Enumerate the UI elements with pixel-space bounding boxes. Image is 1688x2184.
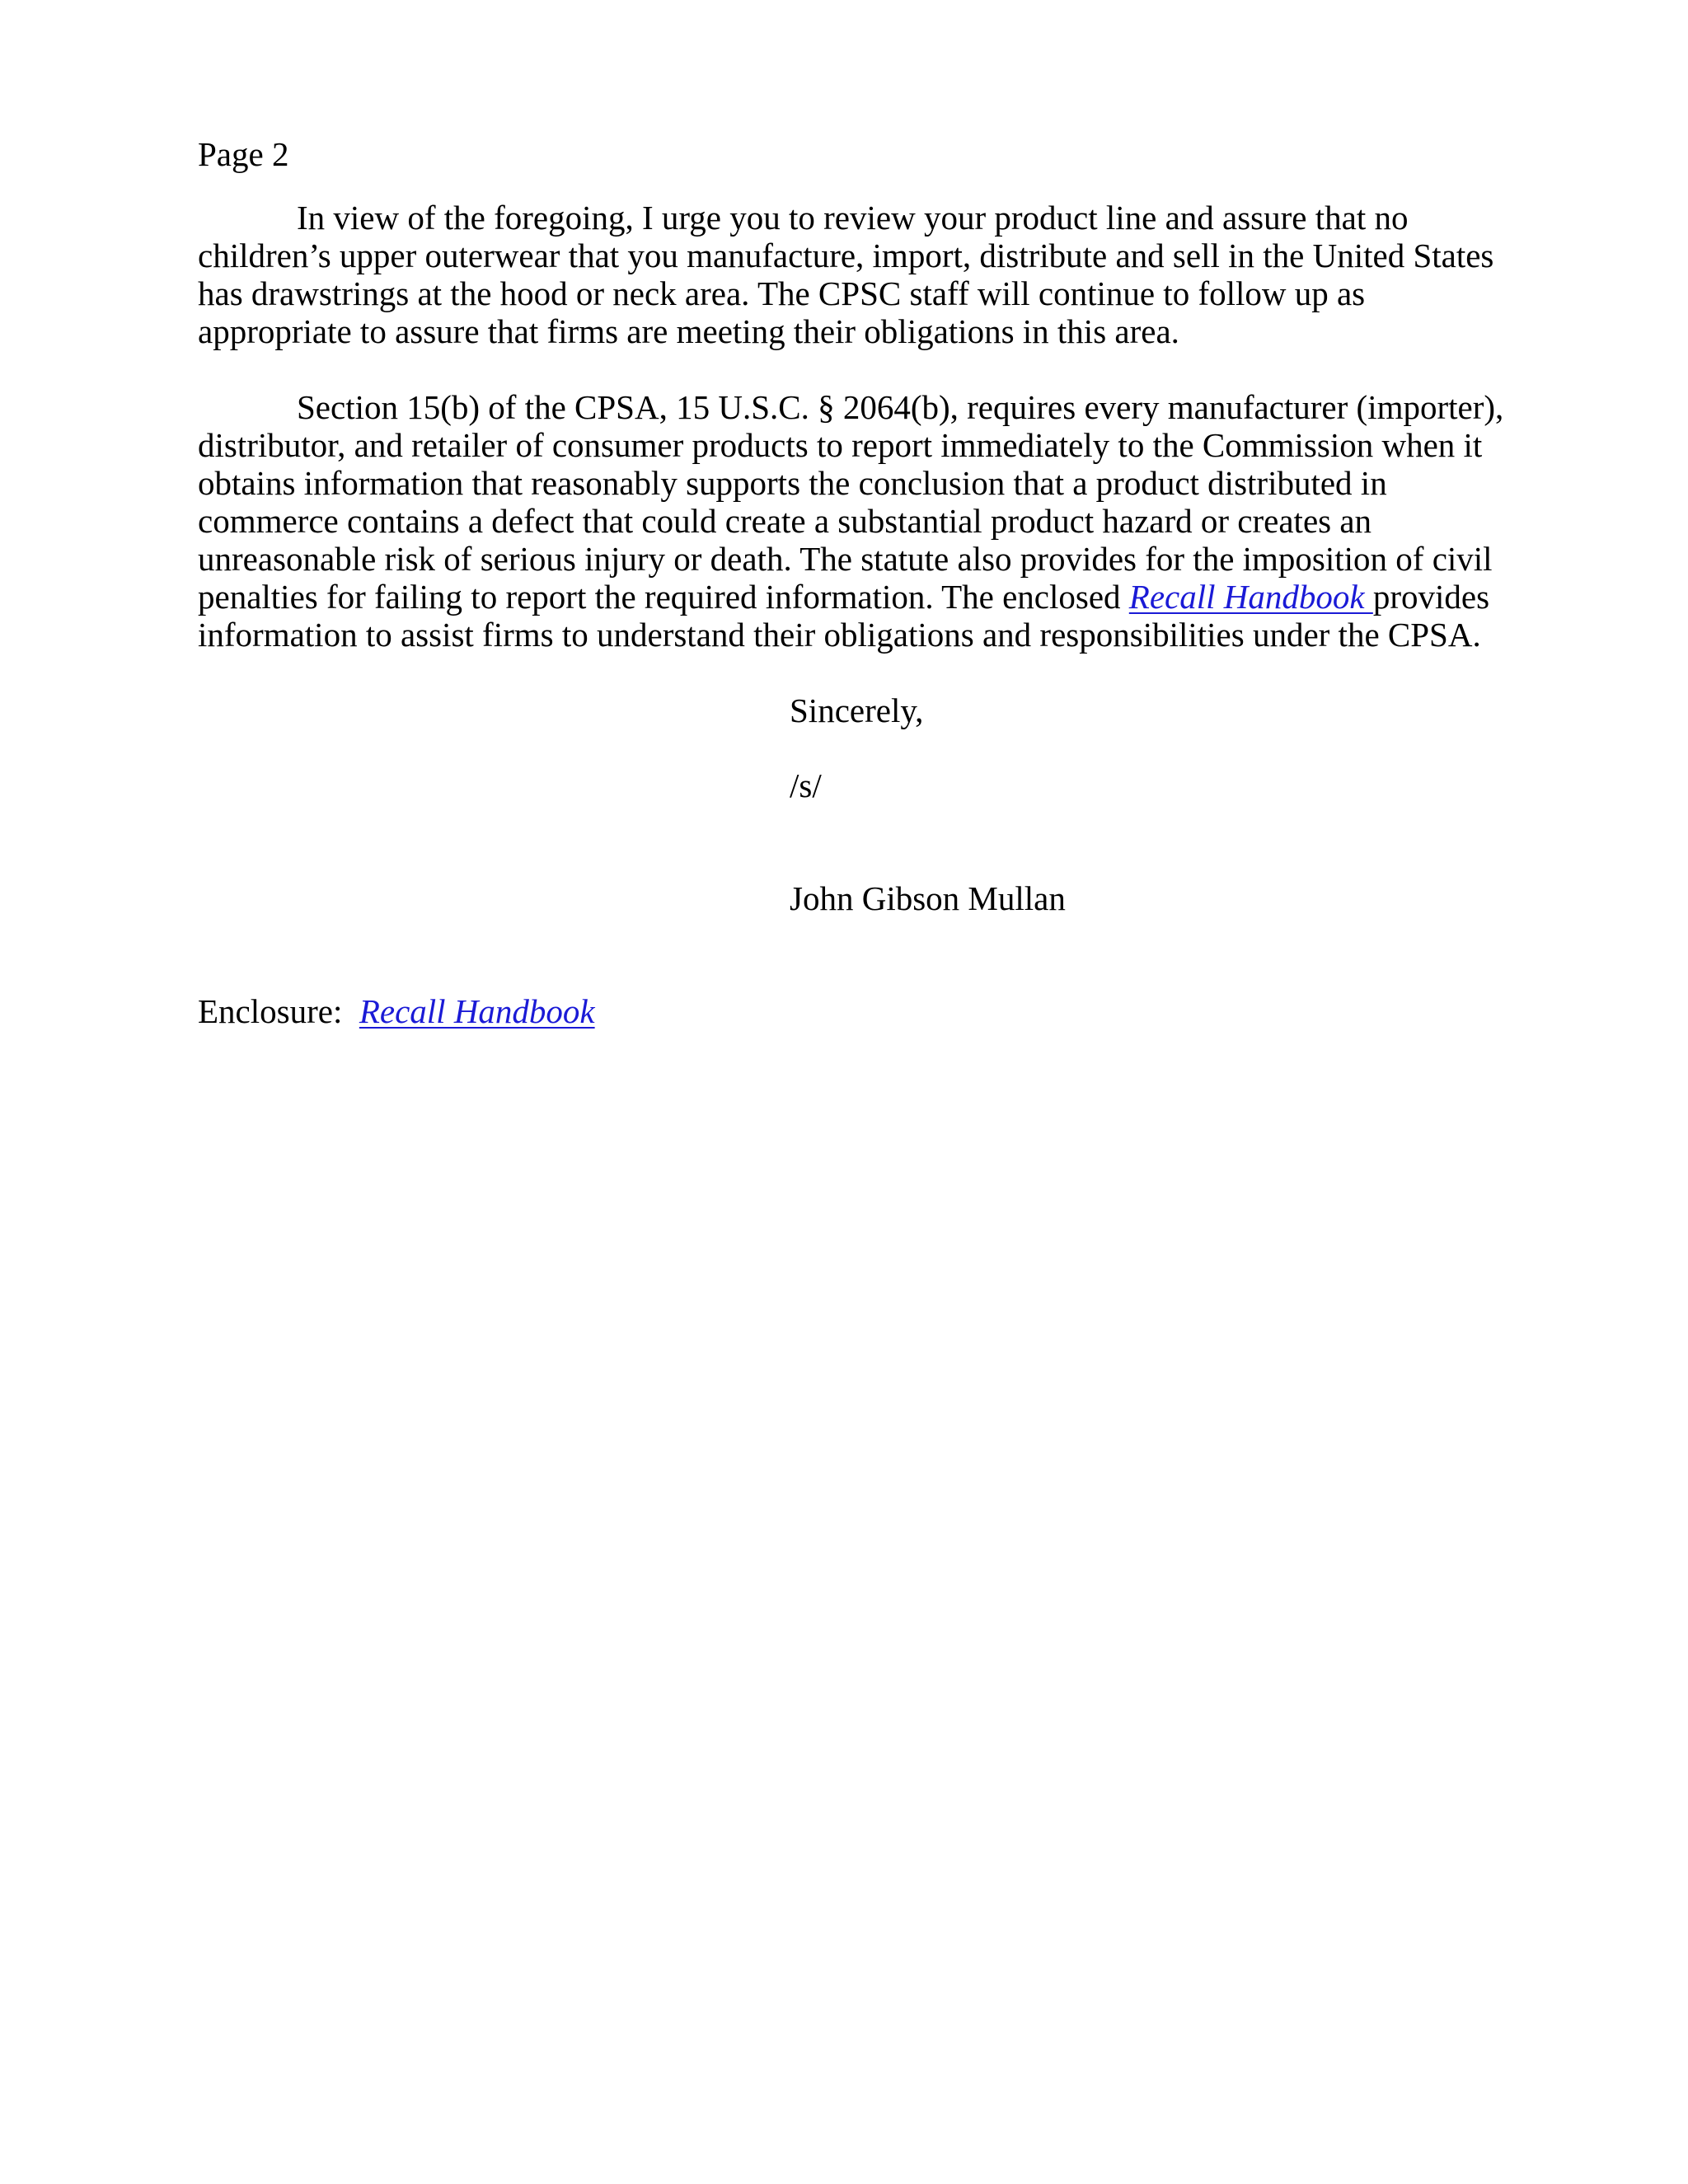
paragraph-line <box>198 578 1490 616</box>
recall-handbook-link[interactable]: Recall Handbook <box>1128 578 1373 616</box>
paragraph-line: commerce contains a defect that could create a substantial product hazard or creates an <box>198 502 1372 540</box>
paragraph-line: children’s upper outerwear that you manufacture, import, distribute and sell in the United States <box>198 237 1494 274</box>
paragraph-line <box>198 199 1484 237</box>
paragraph-section-15b <box>198 388 1504 654</box>
signer-name: John Gibson Mullan <box>790 879 1066 917</box>
paragraph-drawstrings <box>198 199 1494 350</box>
paragraph-line <box>198 388 1504 426</box>
paragraph-line: distributor, and retailer of consumer products to report immediately to the Commission when it <box>198 426 1483 464</box>
paragraph-line: has drawstrings at the hood or neck area. The CPSC staff will continue to follow up as <box>198 274 1366 312</box>
paragraph-line-text: provides <box>1372 578 1490 616</box>
enclosure-line <box>198 992 595 1030</box>
paragraph-line: appropriate to assure that firms are meeting their obligations in this area. <box>198 312 1179 350</box>
enclosure-label: Enclosure: <box>198 992 359 1030</box>
paragraph-line: information to assist firms to understand their obligations and responsibilities under the CPSA. <box>198 616 1481 654</box>
signature-mark: /s/ <box>790 766 822 804</box>
paragraph-line-text: penalties for failing to report the required information. The enclosed <box>198 578 1129 616</box>
page-number-header: Page 2 <box>198 135 289 173</box>
enclosure-recall-handbook-link[interactable]: Recall Handbook <box>359 992 595 1030</box>
paragraph-line: unreasonable risk of serious injury or death. The statute also provides for the imposition of civil <box>198 540 1493 578</box>
paragraph-line-text: In view of the foregoing, I urge you to review your product line and assure that no <box>297 199 1409 237</box>
paragraph-line: obtains information that reasonably supports the conclusion that a product distributed in <box>198 464 1387 502</box>
closing-salutation: Sincerely, <box>790 691 924 729</box>
paragraph-line-text: Section 15(b) of the CPSA, 15 U.S.C. § 2064(b), requires every manufacturer (importer), <box>297 388 1504 426</box>
